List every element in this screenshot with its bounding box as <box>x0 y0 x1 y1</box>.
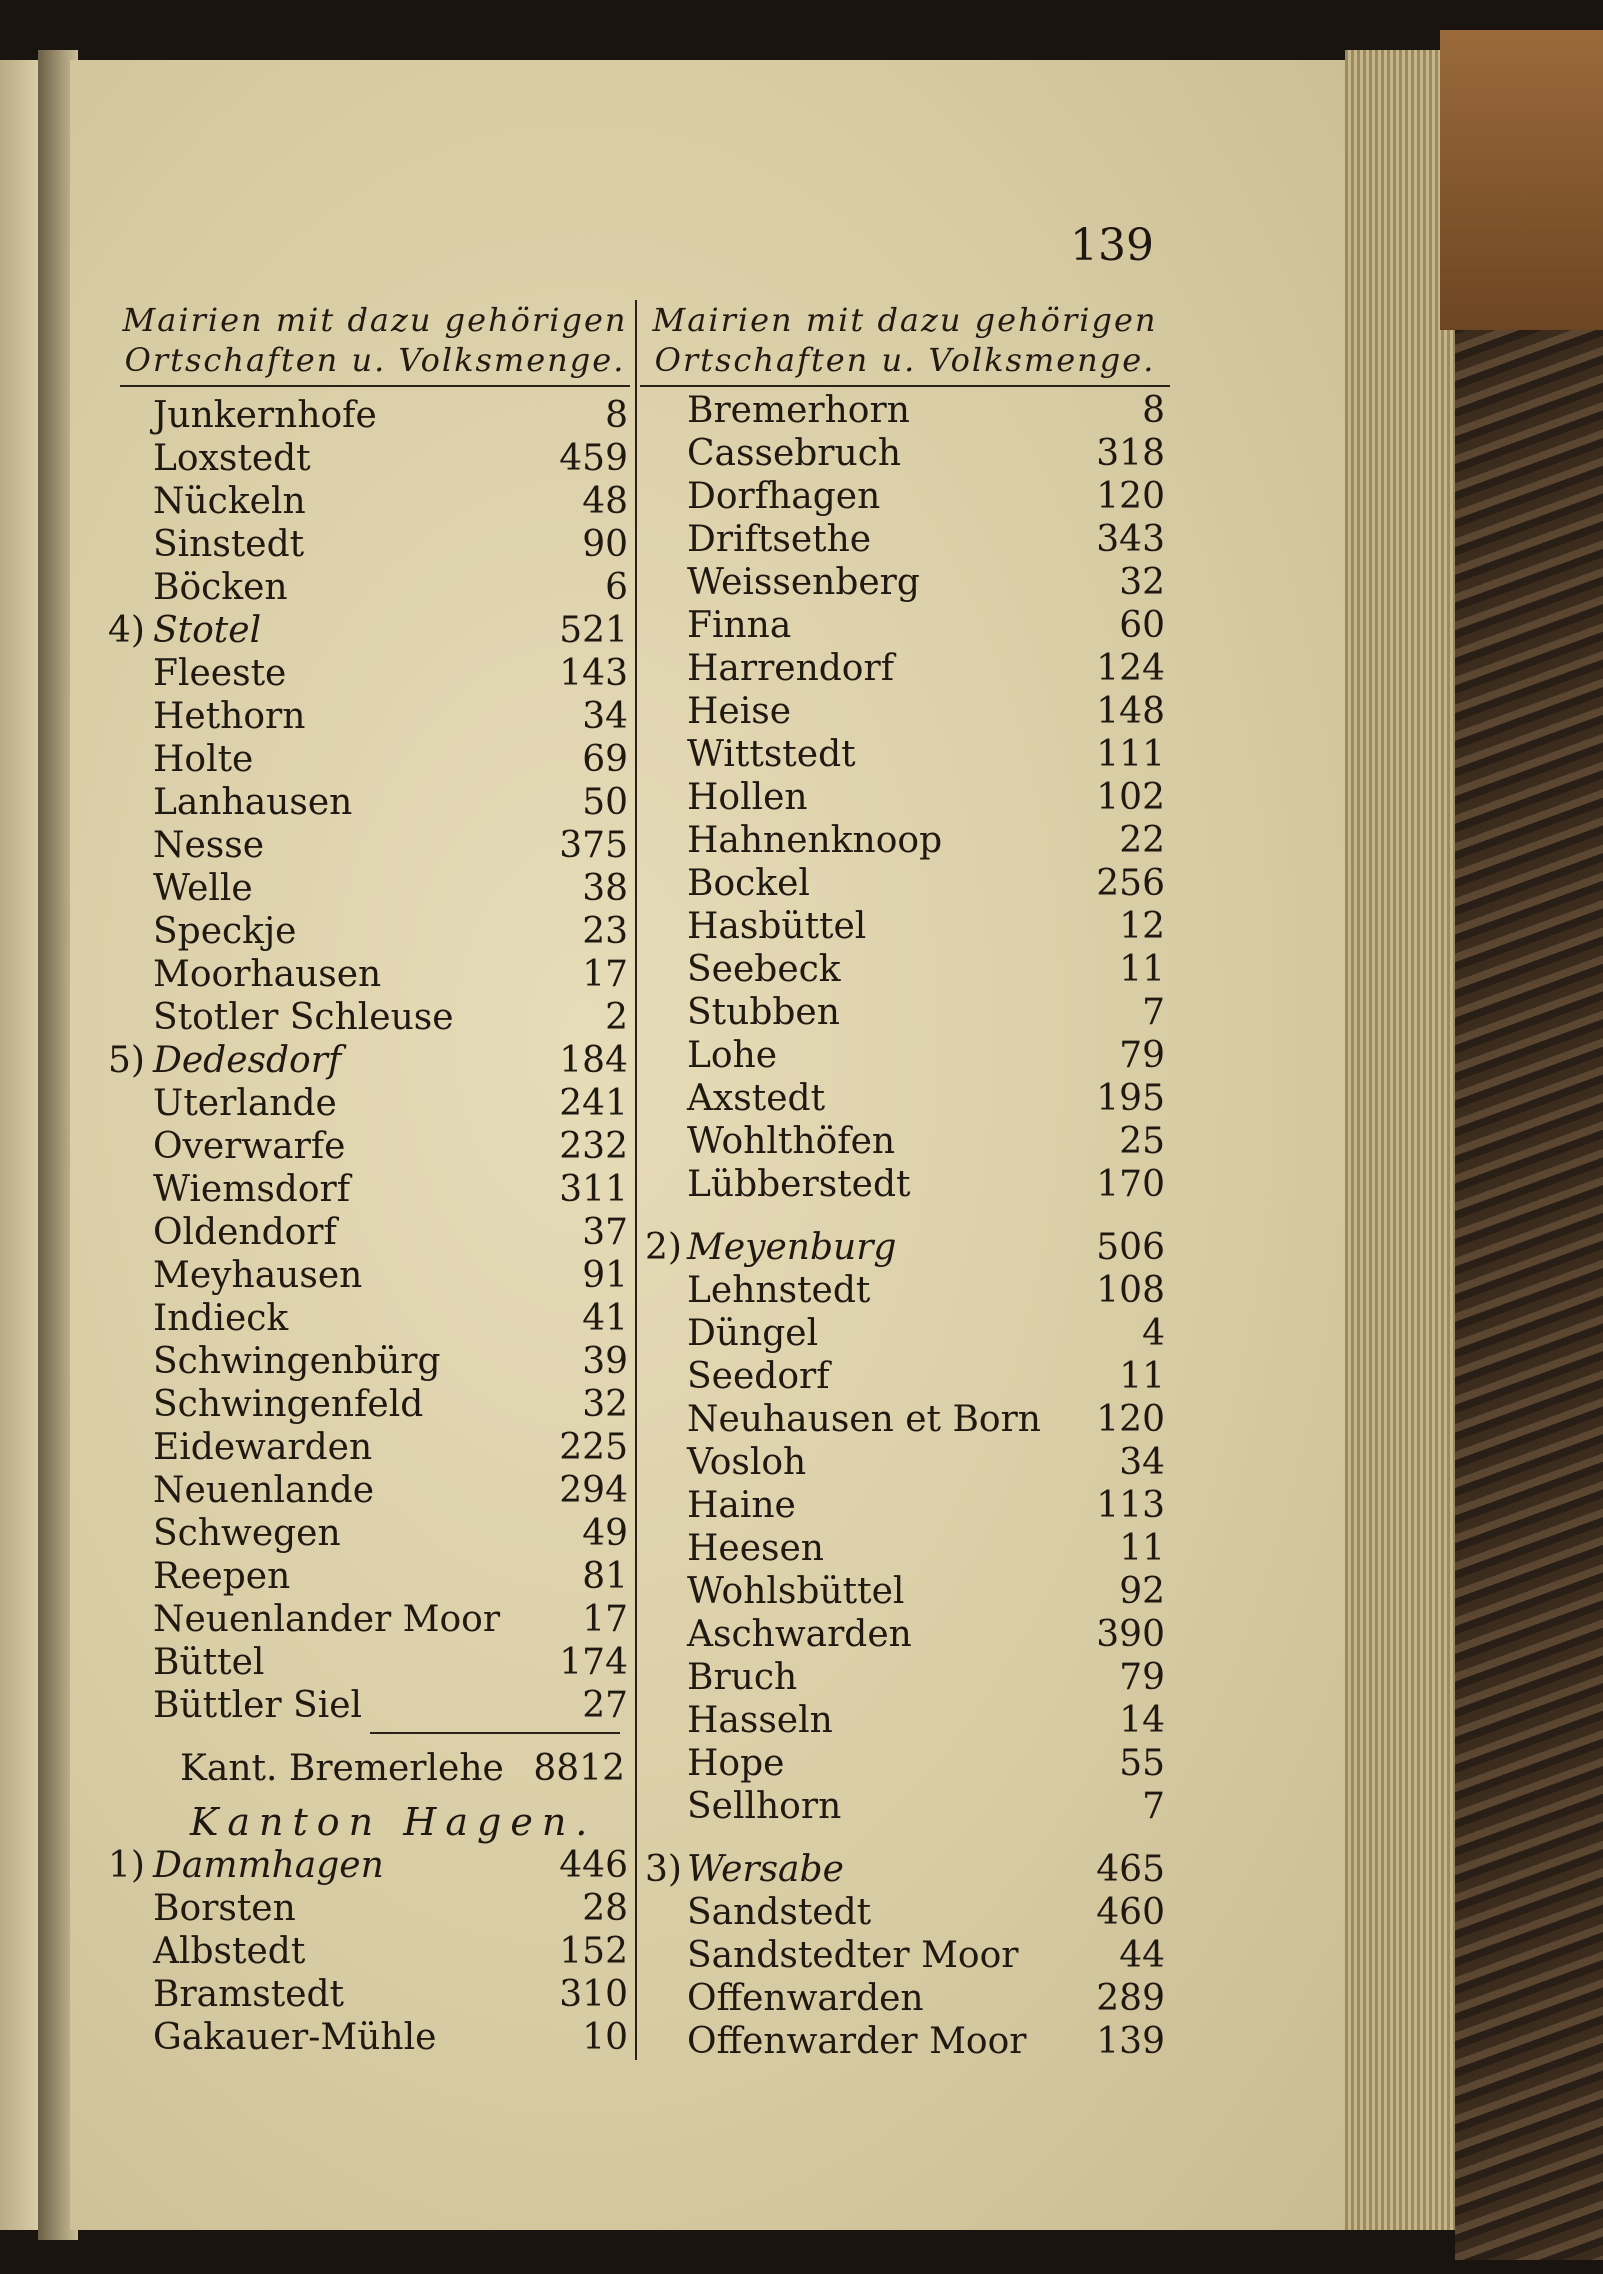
place-name: Offenwarden <box>687 1978 924 2019</box>
list-item <box>645 863 1165 905</box>
list-item <box>645 1935 1165 1977</box>
place-name: Gakauer-Mühle <box>153 2017 437 2058</box>
place-name: Bruch <box>687 1657 798 1698</box>
column-header-right <box>640 300 1170 380</box>
list-item <box>645 1485 1165 1527</box>
list-item <box>645 1227 1165 1269</box>
place-name: Uterlande <box>153 1083 337 1124</box>
list-item <box>645 562 1165 604</box>
place-name: Bockel <box>687 863 810 904</box>
population-count: 521 <box>559 610 628 651</box>
list-item <box>645 1442 1165 1484</box>
list-item <box>108 997 628 1039</box>
list-item <box>108 1888 628 1930</box>
mairie-number: 3) <box>645 1849 682 1890</box>
list-item <box>645 1356 1165 1398</box>
list-item <box>108 868 628 910</box>
list-item <box>645 433 1165 475</box>
population-count: 81 <box>582 1556 628 1597</box>
place-name: Schwegen <box>153 1513 341 1554</box>
list-item <box>108 1845 628 1887</box>
population-count: 6 <box>605 567 628 608</box>
place-name: Driftsethe <box>687 519 872 560</box>
list-item <box>108 1083 628 1125</box>
page-stack-edge <box>1345 50 1455 2230</box>
facing-page-edge <box>0 60 38 2230</box>
population-count: 11 <box>1119 1356 1165 1397</box>
population-count: 102 <box>1096 777 1165 818</box>
population-count: 25 <box>1119 1121 1165 1162</box>
population-count: 459 <box>559 438 628 479</box>
place-name: Holte <box>153 739 254 780</box>
list-item <box>108 2017 628 2059</box>
place-name: Büttel <box>153 1642 265 1683</box>
list-item <box>645 1164 1165 1206</box>
population-count: 79 <box>1119 1657 1165 1698</box>
column-header-line: Mairien mit dazu gehörigen <box>122 301 628 339</box>
place-name: Junkernhofe <box>153 395 377 436</box>
place-name: Wittstedt <box>687 734 856 775</box>
place-name: Neuenlande <box>153 1470 374 1511</box>
list-item <box>645 605 1165 647</box>
population-count: 446 <box>559 1845 628 1886</box>
list-item <box>108 610 628 652</box>
list-item <box>108 825 628 867</box>
place-name: Dedesdorf <box>153 1040 342 1081</box>
place-name: Stotel <box>153 610 262 651</box>
place-name: Moorhausen <box>153 954 382 995</box>
list-item <box>108 1255 628 1297</box>
population-count: 148 <box>1096 691 1165 732</box>
place-name: Seebeck <box>687 949 841 990</box>
place-name: Schwingenfeld <box>153 1384 424 1425</box>
population-count: 195 <box>1096 1078 1165 1119</box>
list-item <box>108 1040 628 1082</box>
kanton-total-label: Kant. Bremerlehe <box>180 1748 504 1789</box>
place-name: Indieck <box>153 1298 289 1339</box>
place-name: Schwingenbürg <box>153 1341 441 1382</box>
list-item <box>108 1384 628 1426</box>
column-header-line: Ortschaften u. Volksmenge. <box>654 341 1156 379</box>
list-item <box>645 1528 1165 1570</box>
place-name: Lehnstedt <box>687 1270 871 1311</box>
list-item <box>645 1700 1165 1742</box>
population-count: 225 <box>559 1427 628 1468</box>
place-name: Bremerhorn <box>687 390 910 431</box>
place-name: Eidewarden <box>153 1427 373 1468</box>
place-name: Lanhausen <box>153 782 353 823</box>
population-count: 11 <box>1119 1528 1165 1569</box>
column-header-left <box>120 300 630 380</box>
population-count: 311 <box>559 1169 628 1210</box>
list-item <box>645 949 1165 991</box>
list-item <box>645 1978 1165 2020</box>
header-rule-left <box>120 385 630 387</box>
kanton-total-row <box>180 1748 625 1789</box>
population-count: 310 <box>559 1974 628 2015</box>
population-count: 22 <box>1119 820 1165 861</box>
place-name: Wersabe <box>687 1849 844 1890</box>
place-name: Hasbüttel <box>687 906 867 947</box>
population-count: 460 <box>1096 1892 1165 1933</box>
column-header-line: Ortschaften u. Volksmenge. <box>124 341 626 379</box>
mairie-number: 4) <box>108 610 145 651</box>
page-number: 139 <box>1070 220 1154 271</box>
list-item <box>108 438 628 480</box>
population-count: 90 <box>582 524 628 565</box>
population-count: 143 <box>559 653 628 694</box>
place-name: Sinstedt <box>153 524 305 565</box>
population-count: 41 <box>582 1298 628 1339</box>
place-name: Stubben <box>687 992 840 1033</box>
place-name: Hollen <box>687 777 808 818</box>
list-item <box>108 1341 628 1383</box>
population-count: 289 <box>1096 1978 1165 2019</box>
place-name: Neuhausen et Born <box>687 1399 1041 1440</box>
list-item <box>108 911 628 953</box>
list-item <box>645 820 1165 862</box>
place-name: Wiemsdorf <box>153 1169 351 1210</box>
place-name: Nückeln <box>153 481 306 522</box>
place-name: Seedorf <box>687 1356 830 1397</box>
list-item <box>645 1399 1165 1441</box>
list-item <box>108 1126 628 1168</box>
population-count: 32 <box>582 1384 628 1425</box>
place-name: Lübberstedt <box>687 1164 911 1205</box>
population-count: 111 <box>1096 734 1165 775</box>
population-count: 120 <box>1096 476 1165 517</box>
place-name: Hasseln <box>687 1700 833 1741</box>
place-name: Reepen <box>153 1556 291 1597</box>
list-item <box>108 1931 628 1973</box>
list-item <box>645 1786 1165 1828</box>
list-item <box>108 1556 628 1598</box>
list-item <box>108 1642 628 1684</box>
place-name: Finna <box>687 605 792 646</box>
population-count: 17 <box>582 1599 628 1640</box>
population-count: 8 <box>605 395 628 436</box>
list-item <box>645 1614 1165 1656</box>
list-item <box>108 1169 628 1211</box>
population-count: 44 <box>1119 1935 1165 1976</box>
place-name: Fleeste <box>153 653 287 694</box>
population-count: 506 <box>1096 1227 1165 1268</box>
population-count: 34 <box>1119 1442 1165 1483</box>
place-name: Sandstedter Moor <box>687 1935 1019 1976</box>
header-rule-right <box>640 385 1170 387</box>
population-count: 108 <box>1096 1270 1165 1311</box>
list-item <box>645 1657 1165 1699</box>
population-count: 375 <box>559 825 628 866</box>
place-name: Wohlsbüttel <box>687 1571 905 1612</box>
list-item <box>108 481 628 523</box>
list-item <box>645 906 1165 948</box>
list-item <box>645 476 1165 518</box>
list-item <box>108 1513 628 1555</box>
population-count: 120 <box>1096 1399 1165 1440</box>
list-item <box>645 1121 1165 1163</box>
place-name: Meyenburg <box>687 1227 897 1268</box>
column-divider <box>635 300 637 2060</box>
population-count: 79 <box>1119 1035 1165 1076</box>
population-count: 170 <box>1096 1164 1165 1205</box>
list-item <box>108 1599 628 1641</box>
place-name: Wohlthöfen <box>687 1121 896 1162</box>
population-count: 139 <box>1096 2021 1165 2062</box>
list-item <box>645 992 1165 1034</box>
place-name: Weissenberg <box>687 562 920 603</box>
population-count: 91 <box>582 1255 628 1296</box>
population-count: 39 <box>582 1341 628 1382</box>
list-item <box>645 691 1165 733</box>
place-name: Oldendorf <box>153 1212 337 1253</box>
place-name: Haine <box>687 1485 796 1526</box>
population-count: 55 <box>1119 1743 1165 1784</box>
population-count: 60 <box>1119 605 1165 646</box>
population-count: 11 <box>1119 949 1165 990</box>
place-name: Offenwarder Moor <box>687 2021 1027 2062</box>
list-item <box>645 1313 1165 1355</box>
place-name: Dorfhagen <box>687 476 881 517</box>
population-count: 50 <box>582 782 628 823</box>
population-count: 23 <box>582 911 628 952</box>
population-count: 10 <box>582 2017 628 2058</box>
population-count: 14 <box>1119 1700 1165 1741</box>
place-name: Loxstedt <box>153 438 311 479</box>
place-name: Overwarfe <box>153 1126 346 1167</box>
place-name: Harrendorf <box>687 648 895 689</box>
population-count: 38 <box>582 868 628 909</box>
place-name: Aschwarden <box>687 1614 912 1655</box>
list-item <box>108 524 628 566</box>
population-count: 2 <box>605 997 628 1038</box>
population-count: 256 <box>1096 863 1165 904</box>
place-name: Axstedt <box>687 1078 826 1119</box>
kanton-title: Kanton Hagen. <box>190 1800 597 1844</box>
place-name: Welle <box>153 868 253 909</box>
list-item <box>645 1270 1165 1312</box>
list-item <box>645 648 1165 690</box>
population-count: 92 <box>1119 1571 1165 1612</box>
population-count: 32 <box>1119 562 1165 603</box>
population-count: 48 <box>582 481 628 522</box>
list-item <box>108 653 628 695</box>
mairie-number: 1) <box>108 1845 145 1886</box>
population-count: 49 <box>582 1513 628 1554</box>
list-item <box>108 567 628 609</box>
population-count: 241 <box>559 1083 628 1124</box>
list-item <box>645 519 1165 561</box>
place-name: Speckje <box>153 911 297 952</box>
list-item <box>645 1849 1165 1891</box>
population-count: 69 <box>582 739 628 780</box>
place-name: Hahnenknoop <box>687 820 943 861</box>
population-count: 343 <box>1096 519 1165 560</box>
place-name: Hethorn <box>153 696 306 737</box>
list-item <box>108 739 628 781</box>
population-count: 174 <box>559 1642 628 1683</box>
list-item <box>108 1974 628 2016</box>
place-name: Stotler Schleuse <box>153 997 454 1038</box>
list-item <box>108 1470 628 1512</box>
place-name: Sandstedt <box>687 1892 872 1933</box>
list-item <box>645 734 1165 776</box>
population-count: 8 <box>1142 390 1165 431</box>
kanton-total-count: 8812 <box>533 1748 625 1789</box>
place-name: Heesen <box>687 1528 824 1569</box>
place-name: Dammhagen <box>153 1845 384 1886</box>
population-count: 28 <box>582 1888 628 1929</box>
place-name: Böcken <box>153 567 288 608</box>
place-name: Vosloh <box>687 1442 807 1483</box>
population-count: 152 <box>559 1931 628 1972</box>
place-name: Lohe <box>687 1035 778 1076</box>
list-item <box>645 1892 1165 1934</box>
population-count: 232 <box>559 1126 628 1167</box>
mairie-number: 5) <box>108 1040 145 1081</box>
list-item <box>108 782 628 824</box>
population-count: 124 <box>1096 648 1165 689</box>
place-name: Borsten <box>153 1888 296 1929</box>
population-count: 318 <box>1096 433 1165 474</box>
column-header-line: Mairien mit dazu gehörigen <box>652 301 1158 339</box>
population-count: 465 <box>1096 1849 1165 1890</box>
population-count: 4 <box>1142 1313 1165 1354</box>
list-item <box>108 395 628 437</box>
place-name: Sellhorn <box>687 1786 842 1827</box>
place-name: Neuenlander Moor <box>153 1599 501 1640</box>
population-count: 7 <box>1142 1786 1165 1827</box>
population-count: 390 <box>1096 1614 1165 1655</box>
population-count: 17 <box>582 954 628 995</box>
population-count: 184 <box>559 1040 628 1081</box>
place-name: Heise <box>687 691 791 732</box>
population-count: 7 <box>1142 992 1165 1033</box>
list-item <box>645 1035 1165 1077</box>
marbled-cover <box>1455 30 1603 2260</box>
place-name: Büttler Siel <box>153 1685 363 1726</box>
place-name: Bramstedt <box>153 1974 345 2015</box>
list-item <box>645 1571 1165 1613</box>
list-item <box>108 696 628 738</box>
list-item <box>108 1298 628 1340</box>
mairie-number: 2) <box>645 1227 682 1268</box>
place-name: Hope <box>687 1743 785 1784</box>
place-name: Düngel <box>687 1313 819 1354</box>
list-item <box>108 954 628 996</box>
place-name: Meyhausen <box>153 1255 363 1296</box>
place-name: Albstedt <box>153 1931 306 1972</box>
list-item <box>108 1427 628 1469</box>
list-item <box>645 777 1165 819</box>
list-item <box>645 1078 1165 1120</box>
population-count: 113 <box>1096 1485 1165 1526</box>
place-name: Nesse <box>153 825 265 866</box>
place-name: Cassebruch <box>687 433 902 474</box>
list-item <box>645 1743 1165 1785</box>
list-item <box>108 1212 628 1254</box>
leather-spine-corner <box>1440 30 1603 330</box>
list-item <box>645 2021 1165 2063</box>
population-count: 27 <box>582 1685 628 1726</box>
population-count: 294 <box>559 1470 628 1511</box>
population-count: 34 <box>582 696 628 737</box>
population-count: 12 <box>1119 906 1165 947</box>
sum-rule <box>370 1732 620 1734</box>
list-item <box>645 390 1165 432</box>
list-item <box>108 1685 628 1727</box>
population-count: 37 <box>582 1212 628 1253</box>
